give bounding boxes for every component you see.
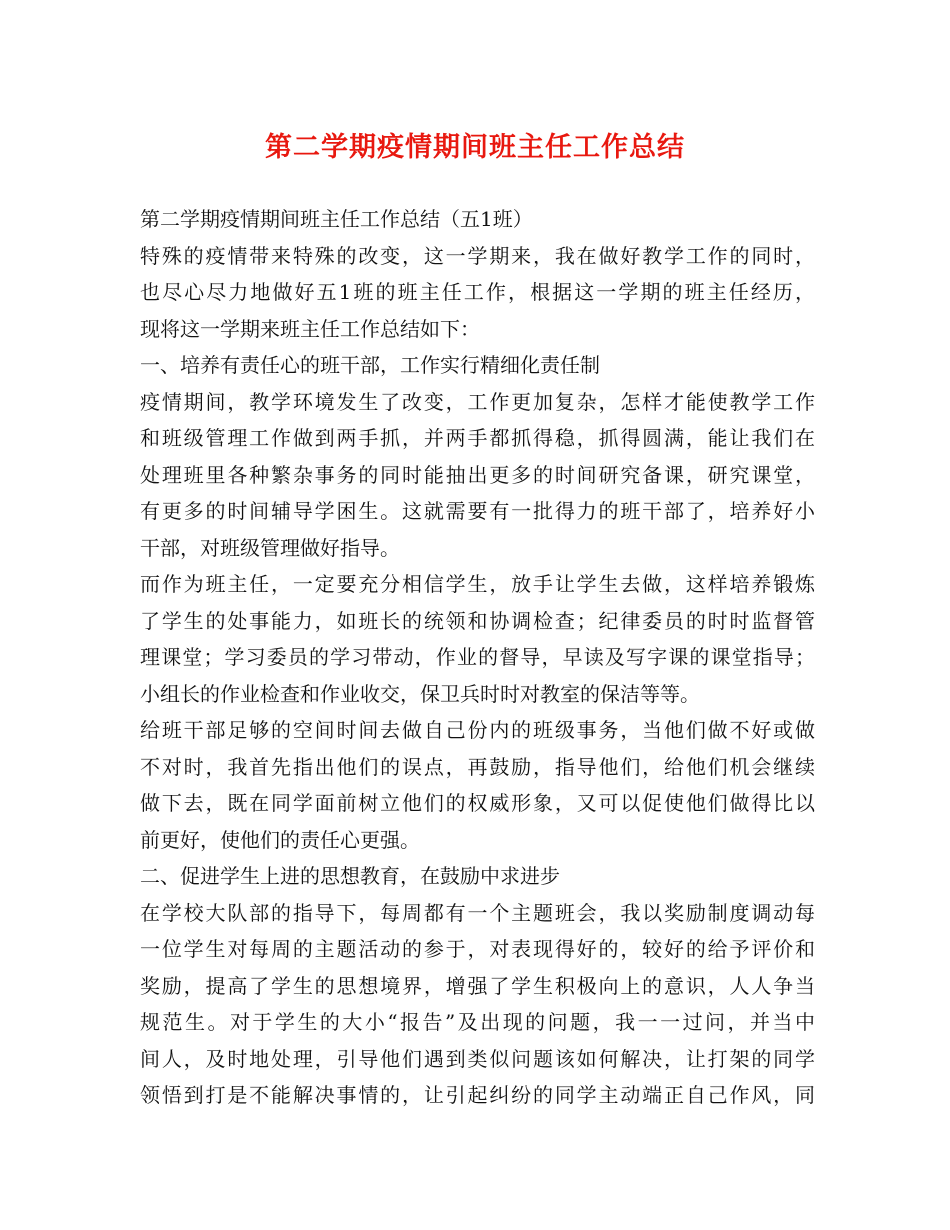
paragraph-line: 特殊的疫情带来特殊的改变，这一学期来，我在做好教学工作的同时，	[140, 243, 815, 268]
section-heading: 一、培养有责任心的班干部，工作实行精细化责任制	[140, 353, 600, 377]
paragraph-line: 第二学期疫情期间班主任工作总结（五1班）	[140, 207, 533, 231]
document-title: 第二学期疫情期间班主任工作总结	[265, 132, 685, 163]
paragraph-line: 奖励，提高了学生的思想境界，增强了学生积极向上的意识，人人争当	[140, 973, 815, 998]
paragraph-line: 不对时，我首先指出他们的误点，再鼓励，指导他们，给他们机会继续	[140, 754, 815, 779]
paragraph-line: 而作为班主任，一定要充分相信学生，放手让学生去做，这样培养锻炼	[140, 572, 815, 596]
paragraph-line: 理课堂；学习委员的学习带动，作业的督导，早读及写字课的课堂指导；	[140, 645, 815, 669]
paragraph-line: 给班干部足够的空间时间去做自己份内的班级事务，当他们做不好或做	[140, 718, 815, 742]
paragraph-line: 现将这一学期来班主任工作总结如下：	[140, 316, 480, 341]
paragraph-line: 和班级管理工作做到两手抓，并两手都抓得稳，抓得圆满，能让我们在	[140, 426, 815, 450]
paragraph-line: 在学校大队部的指导下，每周都有一个主题班会，我以奖励制度调动每	[140, 900, 815, 925]
paragraph-line: 疫情期间，教学环境发生了改变，工作更加复杂，怎样才能使教学工作	[140, 389, 815, 414]
paragraph-line: 也尽心尽力地做好五1班的班主任工作，根据这一学期的班主任经历，	[140, 280, 815, 304]
paragraph-line: 领悟到打是不能解决事情的，让引起纠纷的同学主动端正自己作风，同	[140, 1083, 815, 1107]
paragraph-line: 一位学生对每周的主题活动的参于，对表现得好的，较好的给予评价和	[140, 937, 815, 961]
paragraph-line: 小组长的作业检查和作业收交，保卫兵时时对教室的保洁等等。	[140, 681, 700, 706]
paragraph-line: 干部，对班级管理做好指导。	[140, 535, 400, 560]
paragraph-line: 做下去，既在同学面前树立他们的权威形象，又可以促使他们做得比以	[140, 791, 815, 815]
paragraph-line: 处理班里各种繁杂事务的同时能抽出更多的时间研究备课，研究课堂，	[140, 462, 815, 487]
paragraph-line: 规范生。对于学生的大小“报告”及出现的问题，我一一过问，并当中	[140, 1010, 815, 1034]
section-heading: 二、促进学生上进的思想教育，在鼓励中求进步	[140, 864, 560, 888]
paragraph-line: 有更多的时间辅导学困生。这就需要有一批得力的班干部了，培养好小	[140, 499, 815, 523]
paragraph-line: 前更好，使他们的责任心更强。	[140, 827, 420, 852]
document-body	[140, 201, 815, 1114]
paragraph-line: 间人，及时地处理，引导他们遇到类似问题该如何解决，让打架的同学	[140, 1046, 815, 1071]
paragraph-line: 了学生的处事能力，如班长的统领和协调检查；纪律委员的时时监督管	[140, 608, 815, 633]
